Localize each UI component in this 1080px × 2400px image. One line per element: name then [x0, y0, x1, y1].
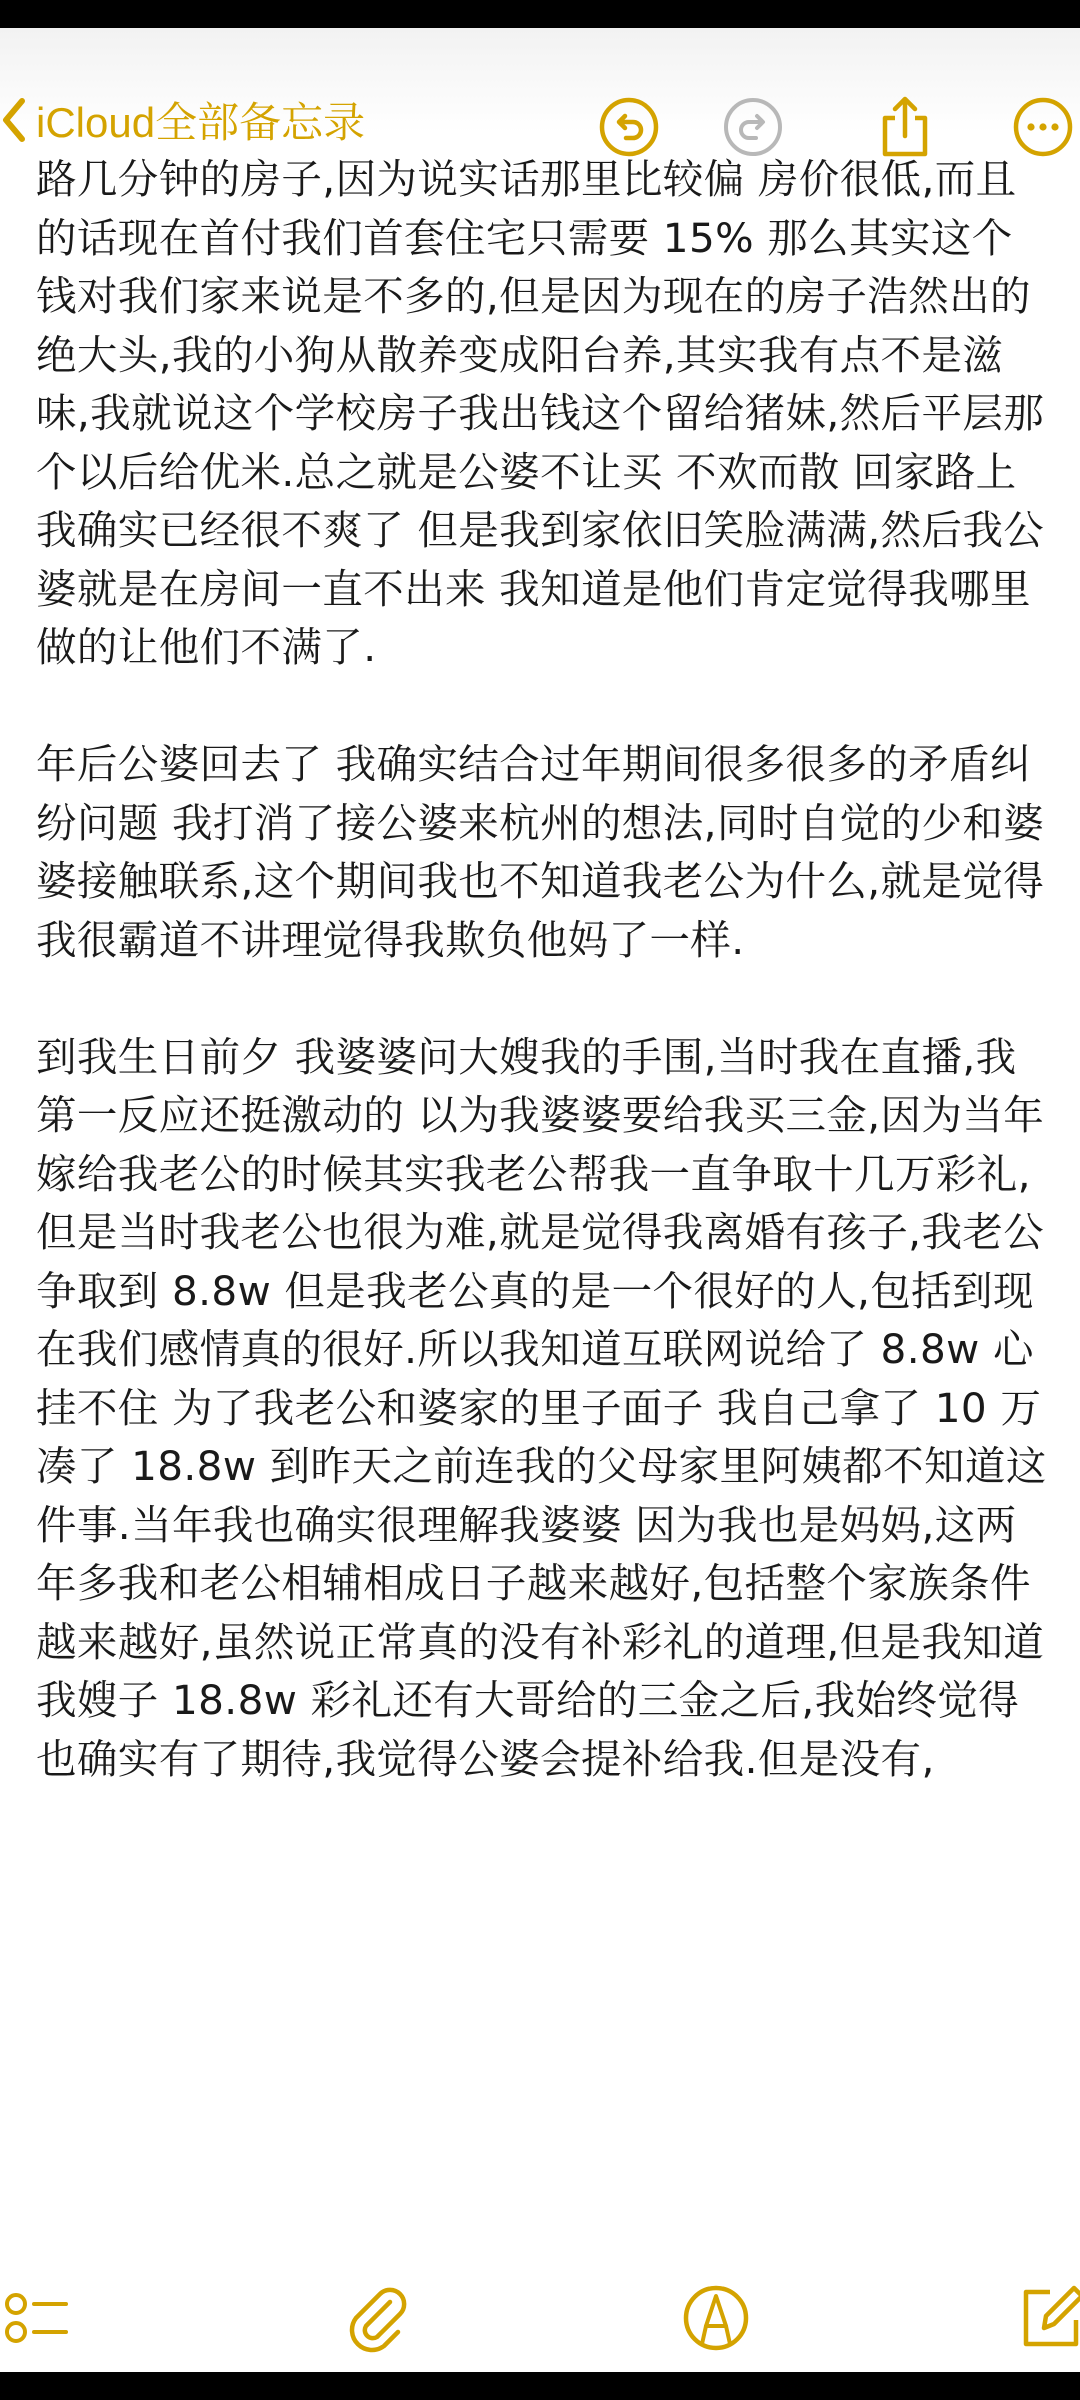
more-icon [1012, 96, 1074, 158]
checklist-icon [0, 2280, 70, 2356]
back-button[interactable] [0, 88, 365, 152]
note-paragraph: 年后公婆回去了 我确实结合过年期间很多很多的矛盾纠纷问题 我打消了接公婆来杭州的想法,同时自觉的少和婆婆接触联系,这个期间我也不知道我老公为什么,就是觉得我很霸道不讲理觉得我欺负他妈了一样. [36, 740, 1045, 964]
note-paragraph: 路几分钟的房子,因为说实话那里比较偏 房价很低,而且的话现在首付我们首套住宅只需要 15% 那么其实这个钱对我们家来说是不多的,但是因为现在的房子浩然出的绝大头,我的小狗从散养变成阳台养,其实我有点不是滋味,我就说这个学校房子我出钱这个留给猪妹,然后平层那个以后给优米.总之就是公婆不让买 不欢而散 回家路上我确实已经很不爽了 但是我到家依旧笑脸满满,然后我公婆就是在房间一直不出来 我知道是他们肯定觉得我哪里做的让他们不满了. [36, 155, 1045, 671]
markup-button[interactable] [676, 2278, 756, 2358]
undo-icon [598, 96, 660, 158]
back-button-label: iCloud全部备忘录 [36, 99, 366, 146]
home-indicator-bar [0, 2372, 1080, 2400]
compose-button[interactable] [1012, 2278, 1080, 2358]
chevron-left-icon [0, 93, 30, 147]
pen-icon [678, 2280, 754, 2356]
compose-icon [1014, 2280, 1080, 2356]
attachment-button[interactable] [338, 2278, 418, 2358]
bottom-toolbar [0, 2268, 1080, 2372]
note-body[interactable] [36, 150, 1048, 1788]
checklist-button[interactable] [0, 2278, 72, 2358]
redo-icon [722, 96, 784, 158]
note-paragraph: 到我生日前夕 我婆婆问大嫂我的手围,当时我在直播,我第一反应还挺激动的 以为我婆婆要给我买三金,因为当年嫁给我老公的时候其实我老公帮我一直争取十几万彩礼,但是当时我老公也很为难,就是觉得我离婚有孩子,我老公争取到 8.8w 但是我老公真的是一个很好的人,包括到现在我们感情真的很好.所以我知道互联网说给了 8.8w 心挂不住 为了我老公和婆家的里子面子 我自己拿了 10 万凑了 18.8w 到昨天之前连我的父母家里阿姨都不知道这件事.当年我也确实很理解我婆婆 因为我也是妈妈,这两年多我和老公相辅相成日子越来越好,包括整个家族条件越来越好,虽然说正常真的没有补彩礼的道理,但是我知道我嫂子 18.8w 彩礼还有大哥给的三金之后,我始终觉得也确实有了期待,我觉得公婆会提补给我.但是没有, [36, 1032, 1047, 1783]
paperclip-icon [340, 2280, 416, 2356]
status-bar [0, 0, 1080, 28]
